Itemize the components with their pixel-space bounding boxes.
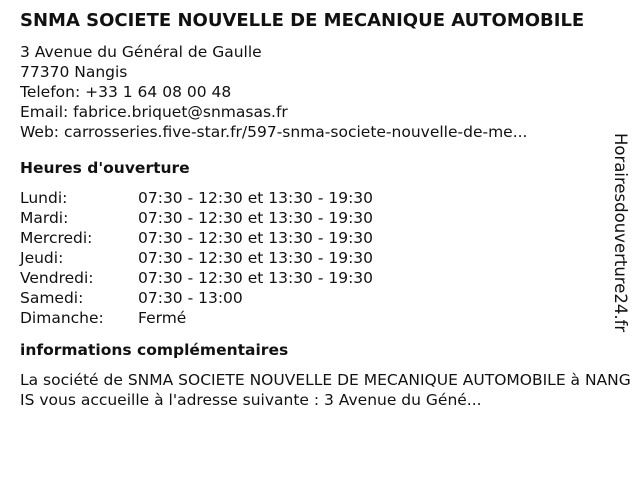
hours-row bbox=[20, 268, 630, 288]
city: 77370 Nangis bbox=[20, 63, 128, 81]
hours-table bbox=[20, 188, 630, 328]
day-label: Mercredi: bbox=[20, 229, 93, 247]
day-hours: 07:30 - 12:30 et 13:30 - 19:30 bbox=[138, 229, 374, 247]
website-link[interactable]: Web: carrosseries.five-star.fr/597-snma-societe-nouvelle-de-me... bbox=[20, 123, 528, 141]
day-label: Jeudi: bbox=[20, 249, 64, 267]
hours-row bbox=[20, 308, 630, 328]
day-label: Lundi: bbox=[20, 189, 68, 207]
hours-row bbox=[20, 208, 630, 228]
phone[interactable]: Telefon: +33 1 64 08 00 48 bbox=[20, 83, 232, 101]
day-label: Vendredi: bbox=[20, 269, 94, 287]
day-hours: 07:30 - 12:30 et 13:30 - 19:30 bbox=[138, 249, 374, 267]
contact-block bbox=[20, 42, 630, 142]
day-hours: Fermé bbox=[138, 309, 187, 327]
day-hours: 07:30 - 12:30 et 13:30 - 19:30 bbox=[138, 189, 374, 207]
hours-heading: Heures d'ouverture bbox=[20, 159, 190, 177]
day-hours: 07:30 - 13:00 bbox=[138, 289, 243, 307]
email[interactable]: Email: fabrice.briquet@snmasas.fr bbox=[20, 103, 288, 121]
info-heading: informations complémentaires bbox=[20, 341, 289, 359]
day-label: Dimanche: bbox=[20, 309, 104, 327]
site-watermark: Horairesdouverture24.fr bbox=[611, 133, 630, 333]
day-hours: 07:30 - 12:30 et 13:30 - 19:30 bbox=[138, 269, 374, 287]
street-address: 3 Avenue du Général de Gaulle bbox=[20, 43, 262, 61]
business-name: SNMA SOCIETE NOUVELLE DE MECANIQUE AUTOMOBILE bbox=[20, 10, 585, 31]
day-hours: 07:30 - 12:30 et 13:30 - 19:30 bbox=[138, 209, 374, 227]
hours-row bbox=[20, 228, 630, 248]
info-text: La société de SNMA SOCIETE NOUVELLE DE MECANIQUE AUTOMOBILE à NANGIS vous accueille à l'adresse suivante : 3 Avenue du Géné... bbox=[20, 371, 631, 409]
day-label: Samedi: bbox=[20, 289, 84, 307]
hours-row bbox=[20, 248, 630, 268]
hours-row bbox=[20, 288, 630, 308]
hours-row bbox=[20, 188, 630, 208]
day-label: Mardi: bbox=[20, 209, 69, 227]
business-card bbox=[20, 10, 630, 480]
